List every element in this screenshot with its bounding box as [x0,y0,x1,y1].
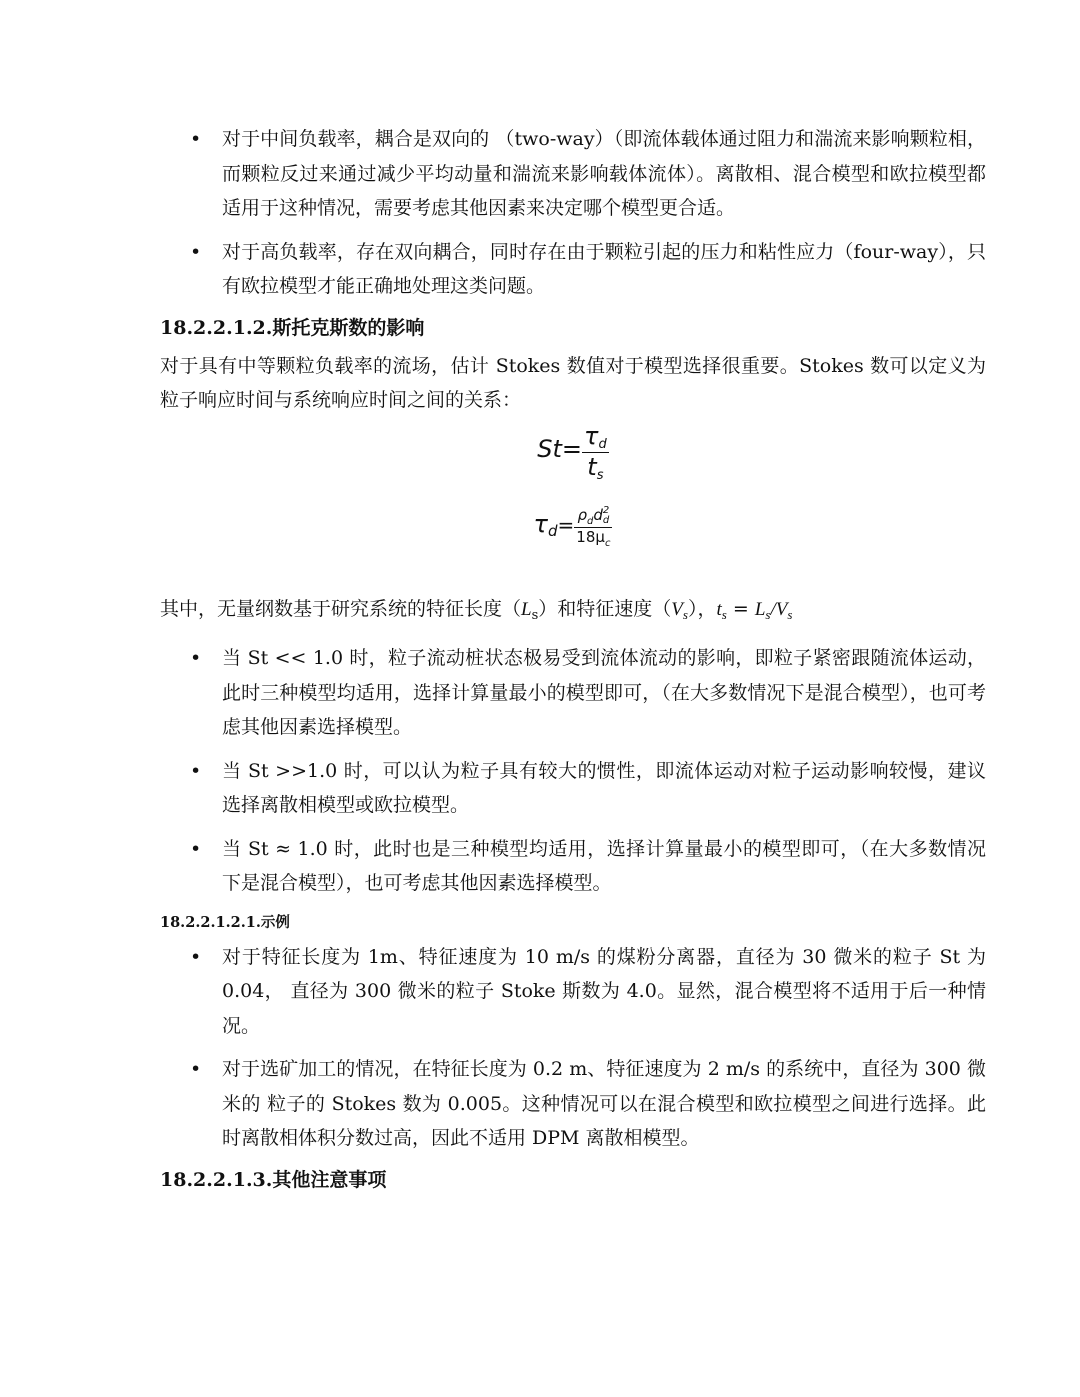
mu-subscript: c [604,537,611,549]
tau-symbol: τ [584,421,599,450]
bullet-icon: • [190,1058,202,1080]
bullet-icon: • [190,240,202,263]
length-subscript: s [531,607,539,623]
list-item [160,235,986,304]
t-subscript: s [596,467,604,483]
rho-subscript: d [587,515,594,527]
bullet-icon: • [190,128,202,150]
equals-sign: = [726,597,755,620]
subsection-heading: 18.2.2.1.2.1.示例 [160,913,290,931]
length-symbol: L [754,598,766,620]
tau-subscript: d [598,436,607,452]
intro-paragraph: 对于具有中等颗粒负载率的流场，估计 Stokes 数值对于模型选择很重要。Stokes 数可以定义为粒子响应时间与系统响应时间之间的关系： [160,354,986,411]
bullet-icon: • [190,759,202,782]
tau-subscript: d [548,521,558,540]
list-item [160,641,986,745]
list-item [160,1052,986,1156]
velocity-subscript: s [682,606,688,622]
list-item [160,832,986,901]
list-item-text: 对于特征长度为 1m、特征速度为 10 m/s 的煤粉分离器，直径为 30 微米的粒子 St 为 0.04， 直径为 300 微米的粒子 Stoke 斯数为 4.0。显然，混合模型将不适用于后一种情况。 [222,945,986,1037]
time-subscript: s [721,606,727,622]
list-item-text: 当 St >>1.0 时，可以认为粒子具有较大的惯性，即流体运动对粒子运动影响较慢，建议选择离散相模型或欧拉模型。 [222,759,986,816]
list-item-text: 当 St ≈ 1.0 时，此时也是三种模型均适用，选择计算量最小的模型即可，（在大多数情况下是混合模型），也可考虑其他因素选择模型。 [222,837,986,894]
velocity-symbol: V [671,598,683,620]
definition-text: 其中，无量纲数基于研究系统的特征长度（ [160,597,522,620]
tau-symbol: τ [533,509,548,538]
diameter-superscript: 2 [602,504,610,516]
stokes-number-formula [160,422,986,496]
list-item-text: 对于选矿加工的情况，在特征长度为 0.2 m、特征速度为 2 m/s 的系统中，直径为 300 微米的 粒子的 Stokes 数为 0.005。这种情况可以在混合模型和欧拉模型之间进行选择。此时离散相体积分数过高，因此不适用 DPM 离散相模型。 [222,1058,986,1149]
list-item-text: 对于中间负载率，耦合是双向的 （two-way）（即流体载体通过阻力和湍流来影响颗粒相，而颗粒反过来通过减少平均动量和湍流来影响载体流体）。离散相、混合模型和欧拉模型都适用于这种情况，需要考虑其他因素来决定哪个模型更合适。 [222,128,986,219]
formula-numerator [574,506,612,528]
formula-denominator [582,453,609,483]
formula-numerator [582,422,609,453]
bullet-icon: • [190,945,202,968]
formula-fraction [582,422,609,483]
division-slash: / [770,598,776,620]
bullet-icon: • [190,837,202,860]
definition-text: ）， [687,597,717,620]
list-item-text: 当 St << 1.0 时，粒子流动桩状态极易受到流体流动的影响，即粒子紧密跟随流体运动，此时三种模型均适用，选择计算量最小的模型即可，（在大多数情况下是混合模型），也可考虑其他因素选择模型。 [222,647,986,738]
diameter-scripts [603,506,609,526]
time-symbol: t [716,598,722,620]
diameter-subscript: d [602,514,610,526]
section-heading: 18.2.2.1.2.斯托克斯数的影响 [160,316,425,339]
page-content [160,122,986,1201]
velocity-symbol: V [775,598,788,620]
bullet-icon: • [190,647,202,669]
tau-lhs [534,510,558,538]
diameter-symbol: d [593,505,603,524]
velocity-subscript: s [787,606,793,622]
rho-symbol: ρ [577,505,587,524]
formula-lhs: St= [537,434,583,463]
definition-paragraph [160,592,986,634]
list-item [160,754,986,823]
list-item-text: 对于高负载率，存在双向耦合，同时存在由于颗粒引起的压力和粘性应力（four-way），只有欧拉模型才能正确地处理这类问题。 [222,240,986,297]
list-item [160,940,986,1044]
equals-sign: = [557,512,575,537]
list-item [160,122,986,226]
definition-text: ）和特征速度（ [538,597,672,620]
formula-denominator [574,528,612,549]
formula-fraction [574,506,612,549]
length-subscript: s [765,606,771,622]
section-heading: 18.2.2.1.3.其他注意事项 [160,1168,387,1191]
t-symbol: t [587,452,597,481]
length-symbol: L [521,598,532,620]
mu-term: 18μ [576,527,605,546]
response-time-formula [160,506,986,592]
